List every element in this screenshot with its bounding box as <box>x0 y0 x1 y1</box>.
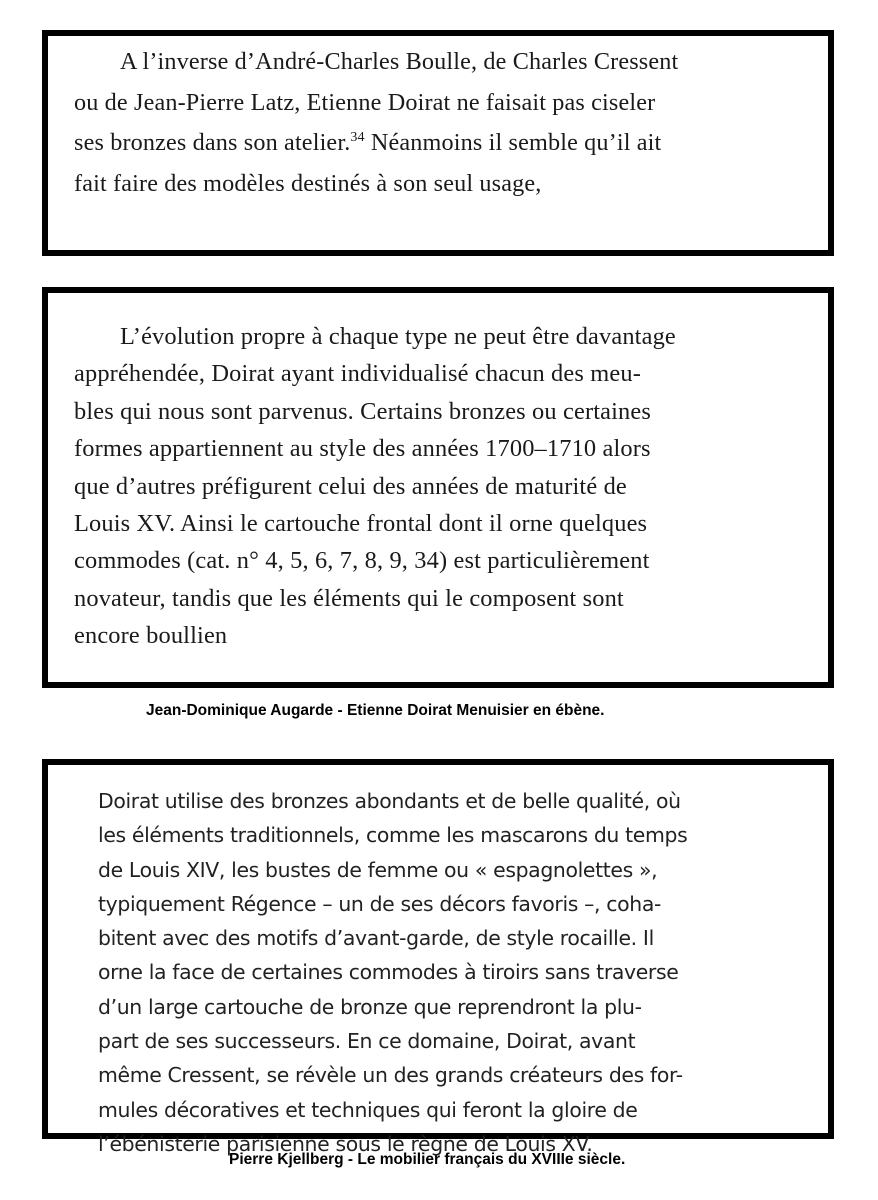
footnote-reference: 34 <box>350 130 365 145</box>
excerpt-3-line: bitent avec des motifs d’avant-garde, de style rocaille. Il <box>98 926 654 951</box>
excerpt-2-line: formes appartiennent au style des années 1700–1710 alors <box>74 435 651 463</box>
source-caption-2: Pierre Kjellberg - Le mobilier français du XVIIIe siècle. <box>229 1151 626 1168</box>
excerpt-3-line: mules décoratives et techniques qui feront la gloire de <box>98 1097 638 1122</box>
excerpt-1-line <box>74 123 794 164</box>
excerpt-3-line: orne la face de certaines commodes à tiroirs sans traverse <box>98 960 679 985</box>
excerpt-3-line: Doirat utilise des bronzes abondants et de belle qualité, où <box>98 789 681 813</box>
excerpt-1-line-3-start: ses bronzes dans son atelier. <box>74 129 351 156</box>
excerpt-2-line: novateur, tandis que les éléments qui le composent sont <box>74 584 624 612</box>
excerpt-3-line: typiquement Régence – un de ses décors favoris –, coha- <box>98 891 661 916</box>
excerpt-2-line: commodes (cat. n° 4, 5, 6, 7, 8, 9, 34) est particulièrement <box>74 547 650 575</box>
excerpt-2-line: appréhendée, Doirat ayant individualisé chacun des meu- <box>74 360 641 388</box>
excerpt-2-line: encore boullien <box>74 622 228 650</box>
excerpt-3-line: part de ses successeurs. En ce domaine, Doirat, avant <box>98 1029 636 1054</box>
source-caption-1: Jean-Dominique Augarde - Etienne Doirat Menuisier en ébène. <box>146 702 605 719</box>
excerpt-3-text <box>98 784 798 1161</box>
excerpt-3-line: d’un large cartouche de bronze que reprendront la plu- <box>98 994 642 1019</box>
excerpt-1-text <box>74 42 794 204</box>
excerpt-2-line: Louis XV. Ainsi le cartouche frontal dont il orne quelques <box>74 510 648 538</box>
excerpt-1-line: fait faire des modèles destinés à son seul usage, <box>74 169 542 197</box>
excerpt-3-line: l’ébénisterie parisienne sous le règne de Louis XV. <box>98 1131 593 1156</box>
excerpt-1-line: A l’inverse d’André-Charles Boulle, de Charles Cressent <box>120 48 679 75</box>
excerpt-2-line: L’évolution propre à chaque type ne peut être davantage <box>120 323 676 350</box>
excerpt-2-text <box>74 318 794 655</box>
excerpt-2-line: bles qui nous sont parvenus. Certains bronzes ou certaines <box>74 397 652 425</box>
excerpt-3-line: de Louis XIV, les bustes de femme ou « espagnolettes », <box>98 857 658 882</box>
excerpt-3-line: même Cressent, se révèle un des grands créateurs des for- <box>98 1063 683 1088</box>
excerpt-3-line: les éléments traditionnels, comme les mascarons du temps <box>98 823 688 848</box>
excerpt-1-line-3-end: Néanmoins il semble qu’il ait <box>364 129 662 156</box>
excerpt-1-line: ou de Jean-Pierre Latz, Etienne Doirat ne faisait pas ciseler <box>74 88 656 116</box>
excerpt-2-line: que d’autres préfigurent celui des années de maturité de <box>74 472 627 500</box>
